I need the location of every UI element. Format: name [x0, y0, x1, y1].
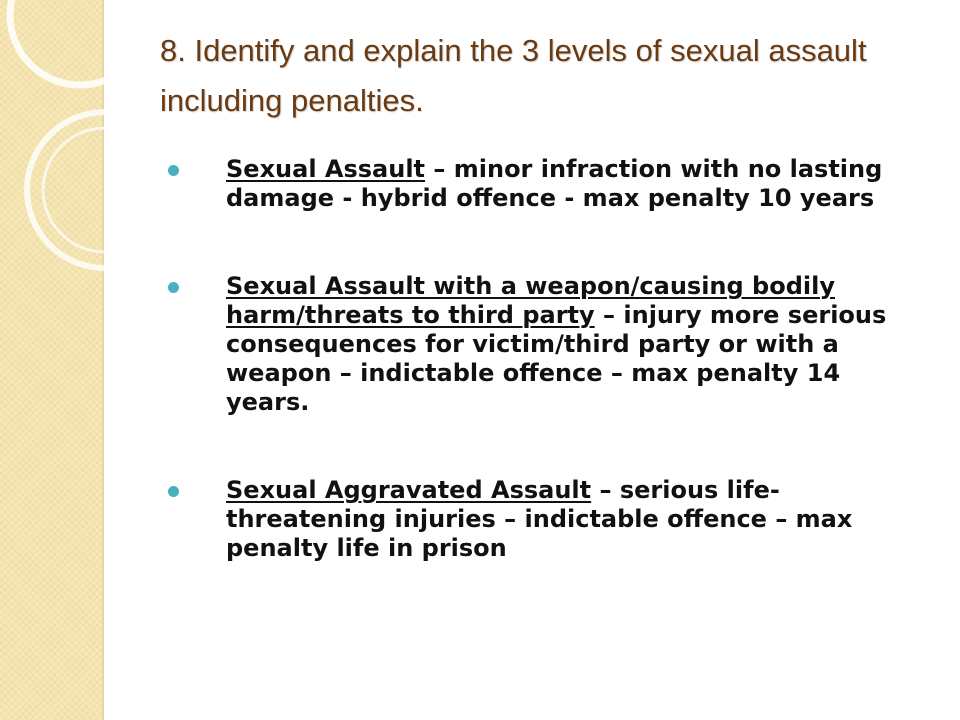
- bullet-icon: [168, 486, 179, 497]
- bullet-icon: [168, 165, 179, 176]
- bullet-item-sexual-assault: [168, 155, 928, 213]
- bullet-description: – injury more serious consequences for victim/third party or with a weapon – indictable offence – max penalty 14 years.: [226, 301, 887, 416]
- bullet-icon: [168, 282, 179, 293]
- bullet-term: Sexual Aggravated Assault: [226, 476, 592, 504]
- bullet-term: Sexual Assault with a weapon/causing bodily harm/threats to third party: [226, 272, 835, 329]
- slide-title: 8. Identify and explain the 3 levels of sexual assault including penalties.: [160, 33, 867, 118]
- bullet-item-sexual-assault-weapon: [168, 272, 928, 417]
- bullet-list: [168, 155, 928, 563]
- bullet-term: Sexual Assault: [226, 155, 426, 183]
- bullet-description: – minor infraction with no lasting damage - hybrid offence - max penalty 10 years: [226, 155, 883, 212]
- bullet-item-aggravated-assault: [168, 476, 928, 563]
- bullet-description: – serious life-threatening injuries – indictable offence – max penalty life in prison: [226, 476, 853, 562]
